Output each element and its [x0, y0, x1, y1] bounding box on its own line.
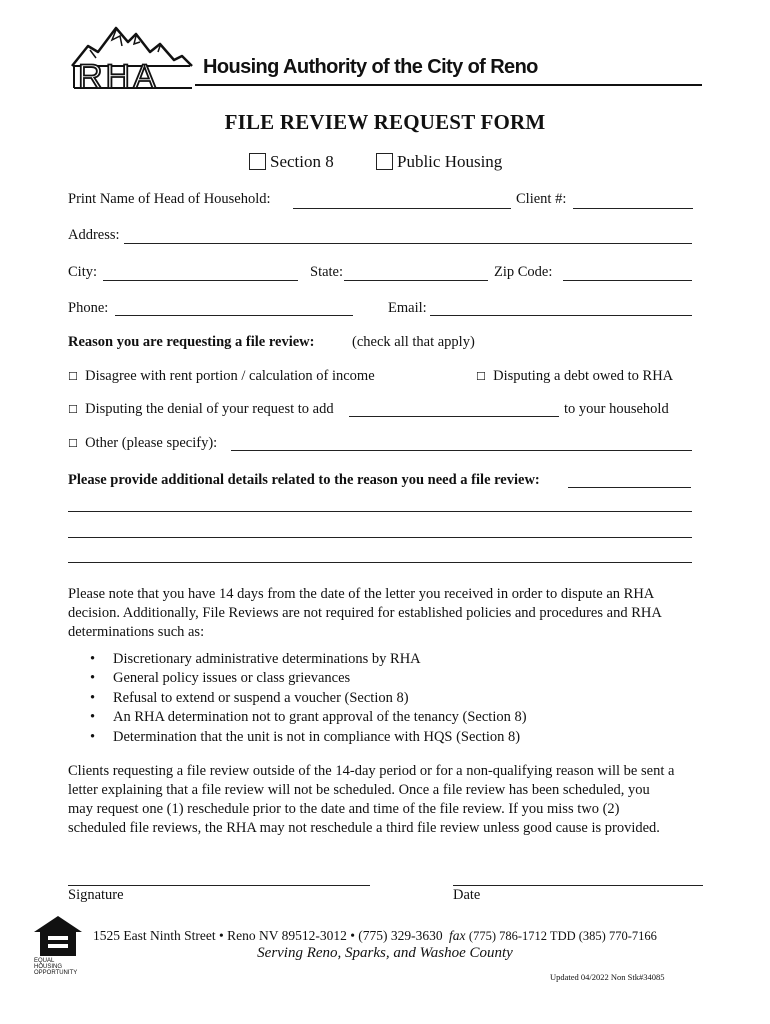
details-line-4[interactable] [68, 562, 692, 563]
list-item: • Determination that the unit is not in compliance with HQS (Section 8) [90, 728, 521, 745]
checkbox-icon[interactable] [249, 153, 266, 170]
city-label: City: [68, 264, 98, 280]
reason-debt-label: Disputing a debt owed to RHA [493, 368, 674, 384]
reason-other-label: Other (please specify): [85, 435, 218, 451]
checkbox-icon[interactable]: ☐ [68, 403, 78, 416]
reason-debt-option[interactable] [476, 368, 673, 385]
footer-address: 1525 East Ninth Street • Reno NV 89512-3012 • (775) 329-3630 [93, 928, 443, 943]
reason-denial-prefix: Disputing the denial of your request to add [85, 401, 334, 417]
closing-line: may request one (1) reschedule prior to the date and time of the file review. If you miss two (2) [68, 801, 620, 817]
checkbox-icon[interactable]: ☐ [476, 370, 486, 383]
client-number-field[interactable] [573, 208, 693, 209]
email-label: Email: [388, 300, 427, 316]
reason-denial-option[interactable] [68, 401, 334, 418]
logo-text: RHA [78, 58, 159, 96]
zip-field[interactable] [563, 280, 692, 281]
form-title: FILE REVIEW REQUEST FORM [224, 110, 546, 134]
details-line-1[interactable] [568, 487, 691, 488]
closing-line: Clients requesting a file review outside of the 14-day period or for a non-qualifying reason will be sent a [68, 763, 675, 779]
reason-other-option[interactable] [68, 435, 217, 452]
header-rule [195, 84, 702, 86]
footer-address-line [93, 928, 657, 944]
checkbox-icon[interactable] [376, 153, 393, 170]
closing-line: letter explaining that a file review will not be scheduled. Once a file review has been scheduled, you [68, 782, 650, 798]
client-number-label: Client #: [516, 191, 567, 207]
details-line-2[interactable] [68, 511, 692, 512]
head-of-household-field[interactable] [293, 208, 511, 209]
checkbox-icon[interactable]: ☐ [68, 437, 78, 450]
note-line: decision. Additionally, File Reviews are not required for established policies and procedures and RHA [68, 605, 662, 621]
signature-field[interactable] [68, 885, 370, 886]
footer-tagline: Serving Reno, Sparks, and Washoe County [257, 945, 513, 961]
state-field[interactable] [344, 280, 488, 281]
list-item: • General policy issues or class grievances [90, 670, 351, 687]
address-label: Address: [68, 227, 120, 243]
fax-tdd-numbers: (775) 786-1712 TDD (385) 770-7166 [468, 929, 657, 943]
reason-rent-option[interactable] [68, 368, 375, 385]
phone-label: Phone: [68, 300, 109, 316]
state-label: State: [310, 264, 344, 280]
updated-stamp: Updated 04/2022 Non Stk#34085 [550, 972, 665, 982]
public-housing-label: Public Housing [397, 152, 503, 171]
note-line: Please note that you have 14 days from the date of the letter you received in order to dispute an RHA [68, 586, 655, 602]
signature-label: Signature [68, 887, 124, 903]
reason-rent-label: Disagree with rent portion / calculation of income [85, 368, 375, 384]
reason-note: (check all that apply) [352, 334, 475, 350]
section8-option[interactable] [249, 152, 334, 172]
reason-denial-suffix: to your household [564, 401, 669, 417]
reason-heading: Reason you are requesting a file review: [68, 334, 315, 350]
details-line-3[interactable] [68, 537, 692, 538]
note-line: determinations such as: [68, 624, 205, 640]
email-field[interactable] [430, 315, 692, 316]
list-item: • An RHA determination not to grant approval of the tenancy (Section 8) [90, 709, 527, 726]
list-item: • Discretionary administrative determinations by RHA [90, 651, 421, 667]
equal-housing-text: EQUAL HOUSING OPPORTUNITY [34, 958, 78, 976]
city-field[interactable] [103, 280, 298, 281]
exclusions-list [68, 650, 527, 747]
other-specify-field[interactable] [231, 450, 692, 451]
closing-paragraph [68, 762, 674, 838]
list-item: • Refusal to extend or suspend a voucher (Section 8) [90, 689, 409, 706]
note-paragraph [68, 585, 662, 642]
public-housing-option[interactable] [376, 152, 502, 172]
fax-label: fax [449, 928, 466, 943]
section8-label: Section 8 [270, 152, 334, 171]
equal-housing-logo [32, 914, 84, 976]
closing-line: scheduled file reviews, the RHA may not reschedule a third file review unless good cause is provided. [68, 820, 660, 836]
zip-label: Zip Code: [494, 264, 553, 280]
details-heading: Please provide additional details related to the reason you need a file review: [68, 472, 540, 488]
organization-name: Housing Authority of the City of Reno [203, 56, 538, 78]
head-of-household-label: Print Name of Head of Household: [68, 191, 271, 207]
checkbox-icon[interactable]: ☐ [68, 370, 78, 383]
denial-member-field[interactable] [349, 416, 559, 417]
phone-field[interactable] [115, 315, 353, 316]
date-field[interactable] [453, 885, 703, 886]
rha-logo [70, 22, 195, 96]
date-label: Date [453, 887, 481, 903]
address-field[interactable] [124, 243, 692, 244]
